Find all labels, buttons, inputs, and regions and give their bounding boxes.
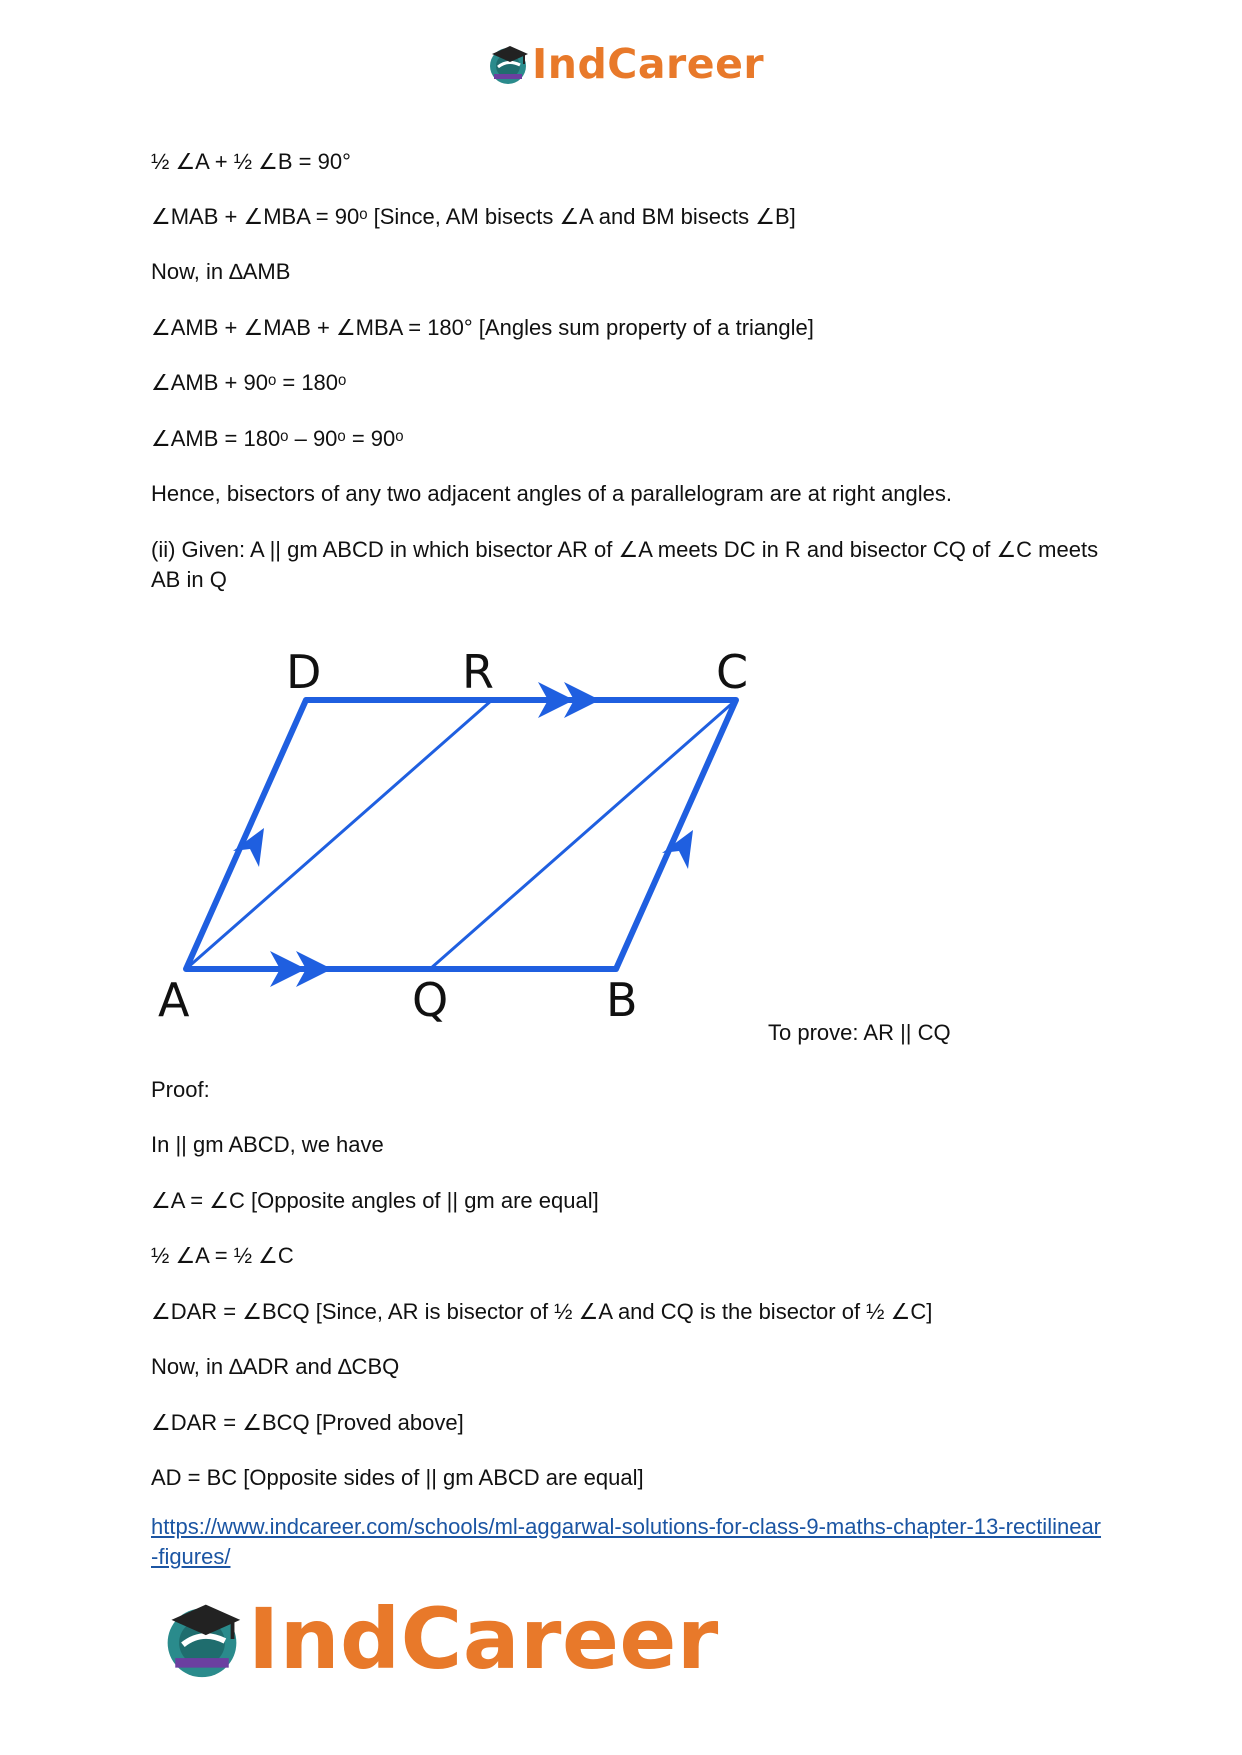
proof-line: ∠A = ∠C [Opposite angles of || gm are equal]: [151, 1188, 599, 1213]
text-line: ∠AMB + 90ᵒ = 180ᵒ: [151, 370, 347, 395]
logo-text: IndCareer: [248, 1590, 719, 1688]
text-line: (ii) Given: A || gm ABCD in which bisector AR of ∠A meets DC in R and bisector CQ of ∠C meets AB in Q: [151, 537, 1099, 592]
header-logo: [486, 40, 764, 88]
text-line: ½ ∠A + ½ ∠B = 90°: [151, 149, 351, 174]
proof-line: Proof:: [151, 1077, 210, 1102]
globe-cap-icon: [160, 1597, 244, 1681]
parallelogram-figure: [150, 642, 760, 1037]
parallelogram-outline: [186, 700, 736, 969]
text-line: Hence, bisectors of any two adjacent angles of a parallelogram are at right angles.: [151, 481, 953, 506]
proof-line: AD = BC [Opposite sides of || gm ABCD are equal]: [151, 1465, 644, 1490]
label-d: D: [286, 645, 322, 699]
text-line: ∠AMB + ∠MAB + ∠MBA = 180° [Angles sum property of a triangle]: [151, 315, 814, 340]
text-line: ∠MAB + ∠MBA = 90ᵒ [Since, AM bisects ∠A and BM bisects ∠B]: [151, 204, 796, 229]
label-c: C: [716, 645, 749, 699]
text-line: Now, in ∆AMB: [151, 259, 291, 284]
proof-line: ½ ∠A = ½ ∠C: [151, 1243, 294, 1268]
to-prove-text: To prove: AR || CQ: [768, 1020, 951, 1045]
footer-logo: [160, 1590, 719, 1688]
bisector-ar: [186, 700, 492, 969]
logo-text: IndCareer: [532, 40, 765, 88]
text-line: ∠AMB = 180ᵒ – 90ᵒ = 90ᵒ: [151, 426, 404, 451]
label-q: Q: [412, 973, 449, 1027]
proof-line: ∠DAR = ∠BCQ [Proved above]: [151, 1410, 464, 1435]
label-a: A: [158, 973, 190, 1027]
proof-line: In || gm ABCD, we have: [151, 1132, 384, 1157]
proof-line: Now, in ∆ADR and ∆CBQ: [151, 1354, 400, 1379]
source-link[interactable]: https://www.indcareer.com/schools/ml-aggarwal-solutions-for-class-9-maths-chapter-13-rectilinear-figures/: [151, 1514, 1102, 1569]
label-r: R: [462, 645, 494, 699]
label-b: B: [606, 973, 638, 1027]
proof-line: ∠DAR = ∠BCQ [Since, AR is bisector of ½ ∠A and CQ is the bisector of ½ ∠C]: [151, 1299, 933, 1324]
globe-cap-icon: [486, 42, 530, 86]
